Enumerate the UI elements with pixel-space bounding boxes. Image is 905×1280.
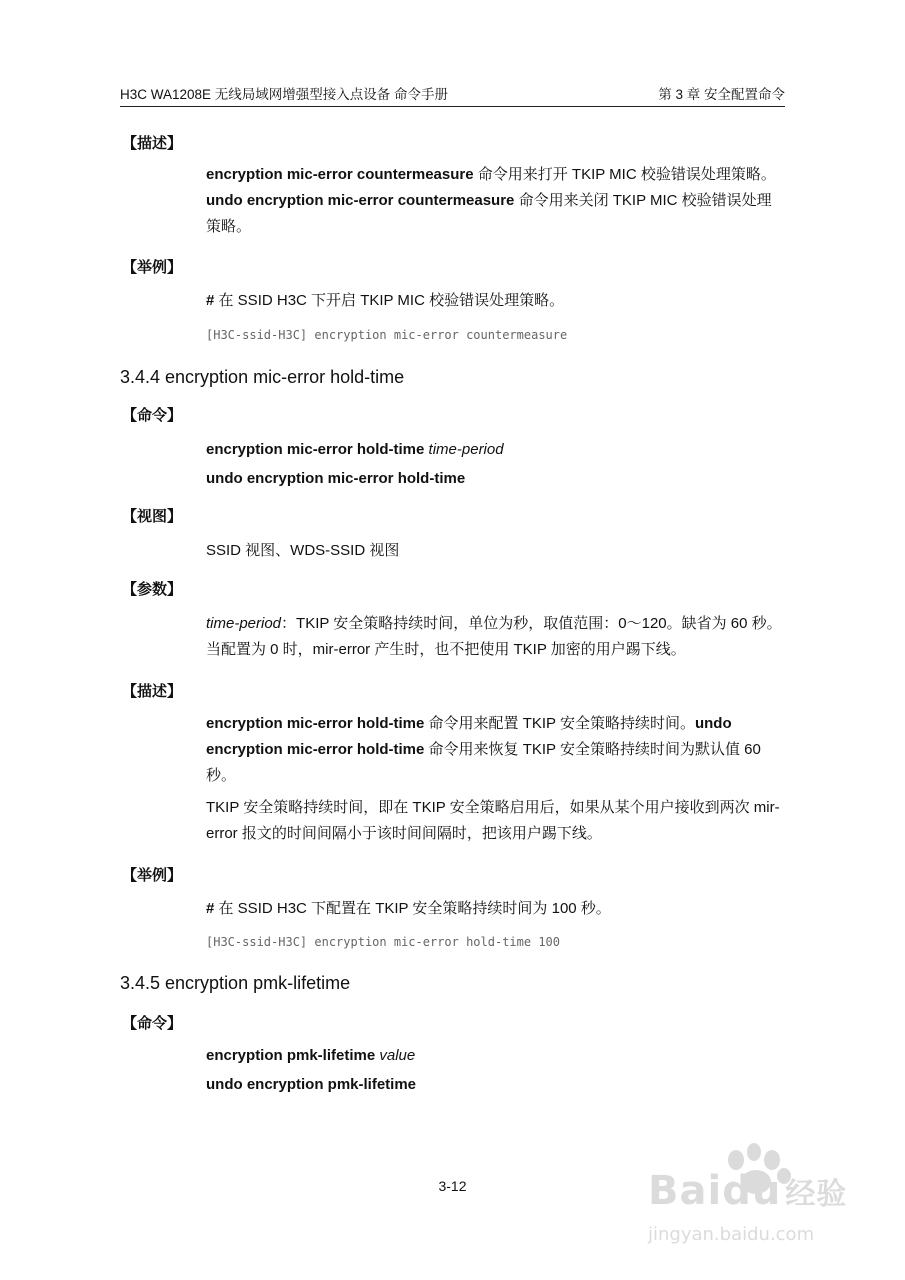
example-code: [H3C-ssid-H3C] encryption mic-error countermeasure [206, 328, 568, 342]
command-argument: value [379, 1047, 416, 1064]
example-label: 【举例】 [122, 259, 183, 276]
desc-label: 【描述】 [122, 683, 183, 700]
baidu-jingyan-watermark [640, 1140, 860, 1260]
hash-mark: # [206, 900, 215, 917]
header-manual-title: H3C WA1208E 无线局域网增强型接入点设备 命令手册 [120, 87, 449, 102]
desc-text: 命令用来恢复 TKIP 安全策略持续时间为默认值 60 秒。 [206, 741, 761, 784]
watermark-brand: Bai [648, 1168, 723, 1214]
view-text: SSID 视图、WDS-SSID 视图 [206, 542, 400, 559]
command-name: undo encryption mic-error countermeasure [206, 192, 515, 209]
example-description [206, 288, 786, 314]
desc-paragraph [206, 162, 786, 240]
example-description [206, 896, 786, 922]
example-code: [H3C-ssid-H3C] encryption mic-error hold-time 100 [206, 935, 561, 949]
desc-text: 命令用来打开 TKIP MIC 校验错误处理策略。 [473, 166, 776, 183]
example-label: 【举例】 [122, 867, 183, 884]
command-name: undo encryption mic-error hold-time [206, 470, 466, 487]
desc-paragraph-2: TKIP 安全策略持续时间，即在 TKIP 安全策略启用后，如果从某个用户接收到两次 mir-error 报文的时间间隔小于该时间间隔时，把该用户踢下线。 [206, 799, 780, 842]
command-name: encryption mic-error countermeasure [206, 166, 474, 183]
section-heading: 3.4.5 encryption pmk-lifetime [120, 973, 351, 993]
page-header [120, 86, 785, 107]
command-label: 【命令】 [122, 407, 183, 424]
param-name: time-period [206, 615, 282, 632]
desc-paragraph [206, 711, 786, 789]
command-name: undo encryption pmk-lifetime [206, 1076, 417, 1093]
command-argument: time-period [428, 441, 504, 458]
example-text: 在 SSID H3C 下开启 TKIP MIC 校验错误处理策略。 [214, 292, 565, 309]
watermark-brand-du: du [722, 1168, 782, 1214]
command-syntax-undo [206, 466, 786, 492]
header-chapter-title: 第 3 章 安全配置命令 [658, 87, 785, 102]
desc-text: 命令用来关闭 TKIP MIC 校验错误处理策略。 [206, 192, 772, 235]
command-syntax [206, 1043, 786, 1069]
command-syntax [206, 437, 786, 463]
page-number: 3-12 [438, 1178, 467, 1194]
view-label: 【视图】 [122, 508, 183, 525]
desc-label: 【描述】 [122, 135, 183, 152]
watermark-url: jingyan.baidu.com [648, 1224, 815, 1245]
command-syntax-undo [206, 1072, 786, 1098]
example-text: 在 SSID H3C 下配置在 TKIP 安全策略持续时间为 100 秒。 [214, 900, 611, 917]
param-text: ：TKIP 安全策略持续时间，单位为秒，取值范围：0～120。缺省为 60 秒。当配置为 0 时，mir-error 产生时，也不把使用 TKIP 加密的用户踢下线。 [206, 615, 782, 658]
command-name: encryption pmk-lifetime [206, 1047, 376, 1064]
command-name: encryption mic-error hold-time [206, 715, 425, 732]
param-paragraph [206, 611, 786, 663]
watermark-cn: 经验 [785, 1177, 848, 1212]
command-name: encryption mic-error hold-time [206, 441, 425, 458]
hash-mark: # [206, 292, 215, 309]
command-name: undo encryption mic-error hold-time [206, 715, 732, 758]
section-heading: 3.4.4 encryption mic-error hold-time [120, 367, 405, 387]
desc-text: 命令用来配置 TKIP 安全策略持续时间。 [424, 715, 695, 732]
command-label: 【命令】 [122, 1015, 183, 1032]
param-label: 【参数】 [122, 581, 183, 598]
